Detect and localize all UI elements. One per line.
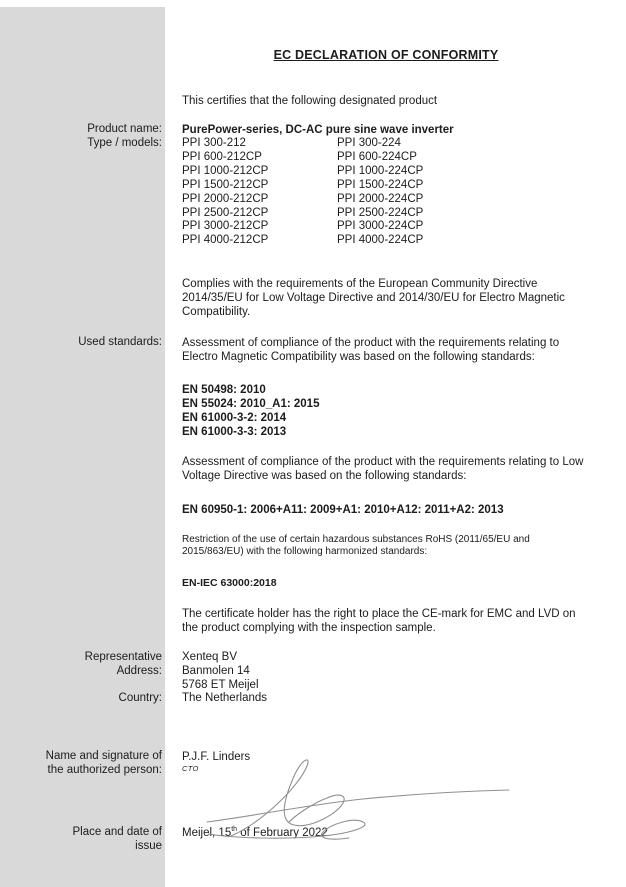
issue-label-line2: issue <box>135 840 162 853</box>
rohs-standard-block <box>0 576 626 590</box>
standard-line: EN 60950-1: 2006+A11: 2009+A1: 2010+A12: 2011+A2: 2013 <box>182 504 504 517</box>
complies-section <box>0 277 626 319</box>
model-item: PPI 2500-212CP <box>182 206 269 219</box>
model-item: PPI 300-224 <box>337 137 401 149</box>
emc-standards-block <box>0 383 626 439</box>
standard-line: EN 61000-3-2: 2014 <box>182 412 287 425</box>
issue-section <box>0 826 626 853</box>
issue-date-ordinal: th <box>231 826 238 834</box>
intro-row <box>0 94 626 108</box>
models-list <box>182 137 590 248</box>
model-item: PPI 3000-212CP <box>182 220 269 233</box>
issue-date-prefix: Meijel, 15 <box>182 827 232 840</box>
product-section <box>0 123 626 248</box>
intro-text: This certifies that the following designated product <box>182 95 438 107</box>
used-standards-label: Used standards: <box>78 336 162 349</box>
model-item: PPI 3000-224CP <box>337 220 424 233</box>
model-item: PPI 2000-224CP <box>337 192 424 205</box>
model-item: PPI 2000-212CP <box>182 192 269 205</box>
model-item: PPI 300-212 <box>182 137 246 149</box>
model-item: PPI 600-212CP <box>182 150 262 163</box>
used-standards-section <box>0 336 626 364</box>
issue-date <box>182 826 590 840</box>
product-labels <box>0 123 165 248</box>
complies-text: Complies with the requirements of the European Community Directive 2014/35/EU for Low Voltage Directive and 2014/30/EU for Electro Magnetic Compatibility. <box>182 278 565 319</box>
type-models-label: Type / models: <box>87 136 162 149</box>
emc-assessment-text: Assessment of compliance of the product with the requirements relating to Electro Magnetic Compatibility was based on the following standards: <box>182 337 560 364</box>
representative-section <box>0 651 626 706</box>
model-item: PPI 1000-212CP <box>182 164 269 177</box>
standard-line: EN-IEC 63000:2018 <box>182 577 277 590</box>
postal-city: 5768 ET Meijel <box>182 678 259 691</box>
ce-mark-section <box>0 607 626 635</box>
country-label: Country: <box>118 692 162 705</box>
address-label: Address: <box>116 664 162 677</box>
model-item: PPI 1500-212CP <box>182 178 269 191</box>
model-item: PPI 600-224CP <box>337 150 417 163</box>
title-row <box>0 48 626 62</box>
issue-date-suffix: of February 2022 <box>237 827 328 840</box>
signatory-name: P.J.F. Linders <box>182 751 251 764</box>
company-name: Xenteq BV <box>182 651 237 664</box>
signatory-label-line1: Name and signature of <box>45 750 162 763</box>
model-item: PPI 2500-224CP <box>337 206 424 219</box>
street-address: Banmolen 14 <box>182 664 250 677</box>
issue-label-line1: Place and date of <box>72 826 162 839</box>
signatory-section <box>0 750 626 777</box>
country-value: The Netherlands <box>182 692 268 705</box>
signatory-label-line2: the authorized person: <box>47 763 162 776</box>
model-item: PPI 1500-224CP <box>337 178 424 191</box>
page-title: EC DECLARATION OF CONFORMITY <box>273 48 499 62</box>
standard-line: EN 50498: 2010 <box>182 384 266 397</box>
product-name-label: Product name: <box>87 123 162 135</box>
model-item: PPI 4000-212CP <box>182 234 269 247</box>
signatory-title: CTO <box>182 764 199 774</box>
rohs-text: Restriction of the use of certain hazardous substances RoHS (2011/65/EU and 2015/863/EU) with the following harmonized standards: <box>182 534 530 558</box>
lvd-assessment-text: Assessment of compliance of the product with the requirements relating to Low Voltage Directive was based on the following standards: <box>182 456 584 483</box>
model-item: PPI 1000-224CP <box>337 164 424 177</box>
lvd-assessment-section <box>0 455 626 483</box>
rohs-section <box>0 534 626 558</box>
standard-line: EN 55024: 2010_A1: 2015 <box>182 398 320 411</box>
lvd-standard-block <box>0 503 626 517</box>
model-item: PPI 4000-224CP <box>337 234 424 247</box>
ce-mark-text: The certificate holder has the right to place the CE-mark for EMC and LVD on the product complying with the inspection sample. <box>182 608 576 635</box>
standard-line: EN 61000-3-3: 2013 <box>182 426 287 439</box>
representative-label: Representative <box>84 651 162 664</box>
product-name-value: PurePower-series, DC-AC pure sine wave inverter <box>182 124 454 136</box>
